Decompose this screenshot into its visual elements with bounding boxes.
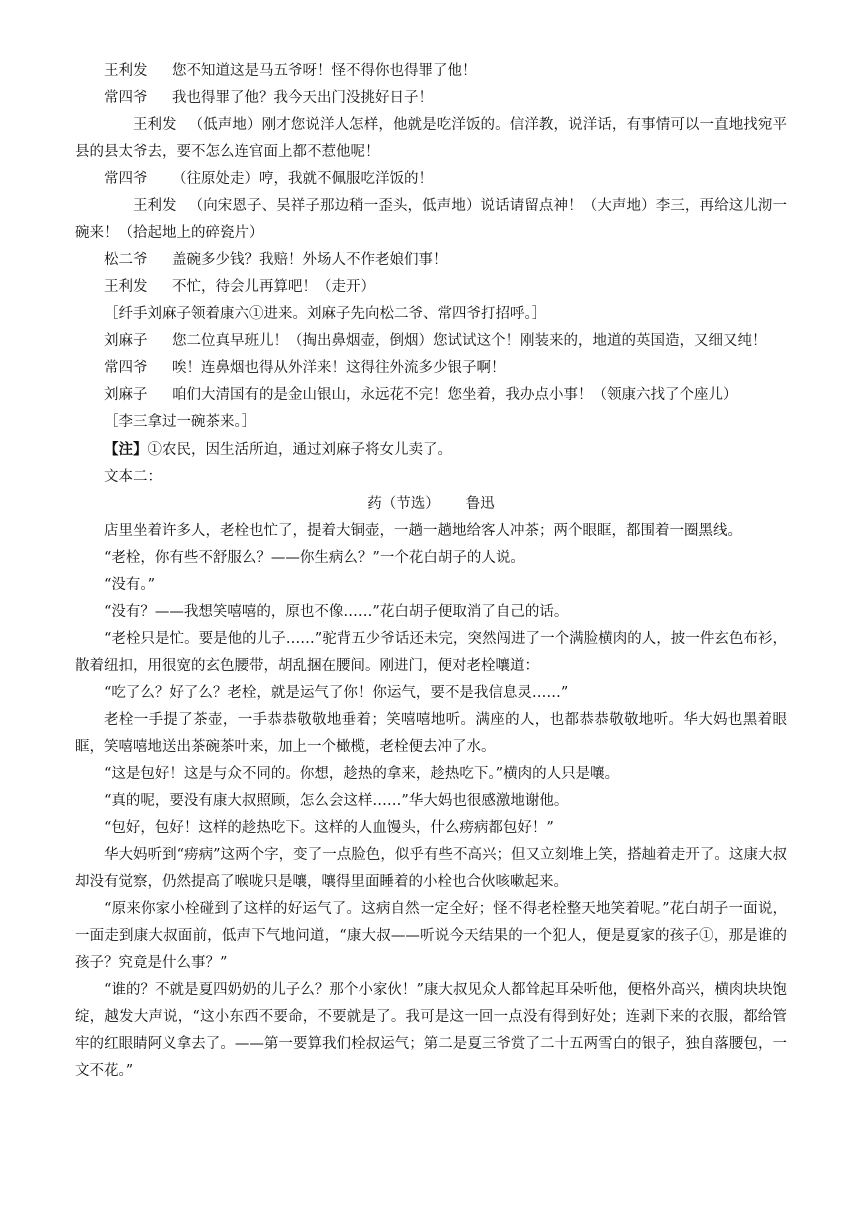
speaker-name: 常四爷 xyxy=(104,171,148,187)
dialogue-text: 盖碗多少钱？我赔！外场人不作老娘们事！ xyxy=(172,252,448,268)
speaker-name: 常四爷 xyxy=(104,90,148,106)
paragraph: “吃了么？好了么？老栓，就是运气了你！你运气，要不是我信息灵……” xyxy=(104,685,569,701)
document-page xyxy=(75,58,787,1085)
dialogue-text: （向宋恩子、吴祥子那边稍一歪头，低声地）说话请留点神！（大声地）李三，再给这儿沏一碗来！（拾起地上的碎瓷片） xyxy=(75,198,787,241)
paragraph: 华大妈听到“痨病”这两个字，变了一点脸色，似乎有些不高兴；但又立刻堆上笑，搭赸着走开了。这康大叔却没有觉察，仍然提高了喉咙只是嚷，嚷得里面睡着的小栓也合伙咳嗽起来。 xyxy=(75,847,787,890)
speaker-name: 王利发 xyxy=(133,198,177,214)
speaker-name: 刘麻子 xyxy=(104,333,148,349)
footnote xyxy=(75,436,787,464)
dialogue-line xyxy=(75,274,787,301)
paragraph: “原来你家小栓碰到了这样的好运气了。这病自然一定全好；怪不得老栓整天地笑着呢。”花白胡子一面说，一面走到康大叔面前，低声下气地问道，“康大叔——听说今天结果的一个犯人，便是夏家的孩子①，那是谁的孩子？究竟是什么事？” xyxy=(75,901,787,971)
dialogue-line xyxy=(75,85,787,112)
paragraph: “这是包好！这是与众不同的。你想，趁热的拿来，趁热吃下。”横肉的人只是嚷。 xyxy=(104,766,620,782)
dialogue-text: 唉！连鼻烟也得从外洋来！这得往外流多少银子啊！ xyxy=(172,360,506,376)
stage-direction: ［李三拿过一碗茶来。］ xyxy=(104,414,257,430)
dialogue-line xyxy=(75,355,787,382)
speaker-name: 王利发 xyxy=(104,63,148,79)
dialogue-line xyxy=(75,382,787,409)
dialogue-text: 您不知道这是马五爷呀！怪不得你也得罪了他！ xyxy=(172,63,477,79)
paragraph: 老栓一手提了茶壶，一手恭恭敬敬地垂着；笑嘻嘻地听。满座的人，也都恭恭敬敬地听。华大妈也黑着眼眶，笑嘻嘻地送出茶碗茶叶来，加上一个橄榄，老栓便去冲了水。 xyxy=(75,712,787,755)
footnote-text: ①农民，因生活所迫，通过刘麻子将女儿卖了。 xyxy=(147,442,452,458)
paragraph: “老栓，你有些不舒服么？——你生病么？”一个花白胡子的人说。 xyxy=(104,550,525,566)
dialogue-text: 不忙，待会儿再算吧！（走开） xyxy=(172,279,375,295)
paragraph: 店里坐着许多人，老栓也忙了，提着大铜壶，一趟一趟地给客人冲茶；两个眼眶，都围着一圈黑线。 xyxy=(104,523,742,539)
dialogue-line xyxy=(75,112,787,166)
dialogue-line xyxy=(75,166,787,193)
excerpt-title xyxy=(75,491,787,518)
dialogue-line xyxy=(75,247,787,274)
speaker-name: 常四爷 xyxy=(104,360,148,376)
section-label: 文本二： xyxy=(104,469,162,485)
speaker-name: 王利发 xyxy=(133,117,177,133)
dialogue-text: 您二位真早班儿！（掏出鼻烟壶，倒烟）您试试这个！刚装来的，地道的英国造，又细又纯！ xyxy=(172,333,767,349)
paragraph: “老栓只是忙。要是他的儿子……”驼背五少爷话还未完，突然闯进了一个满脸横肉的人，披一件玄色布衫，散着纽扣，用很宽的玄色腰带，胡乱捆在腰间。刚进门，便对老栓嚷道： xyxy=(75,631,787,674)
stage-direction: ［纤手刘麻子领着康六①进来。刘麻子先向松二爷、常四爷打招呼。］ xyxy=(104,306,547,322)
speaker-name: 松二爷 xyxy=(104,252,148,268)
footnote-label: 【注】 xyxy=(104,441,148,458)
paragraph: “真的呢，要没有康大叔照顾，怎么会这样……”华大妈也很感激地谢他。 xyxy=(104,793,569,809)
dialogue-text: （往原处走）哼，我就不佩服吃洋饭的！ xyxy=(172,171,433,187)
speaker-name: 刘麻子 xyxy=(104,387,148,403)
paragraph: “包好，包好！这样的趁热吃下。这样的人血馒头，什么痨病都包好！” xyxy=(104,820,554,836)
speaker-name: 王利发 xyxy=(104,279,148,295)
dialogue-line xyxy=(75,58,787,85)
paragraph: “谁的？不就是夏四奶奶的儿子么？那个小家伙！”康大叔见众人都耸起耳朵听他，便格外高兴，横肉块块饱绽，越发大声说，“这小东西不要命，不要就是了。我可是这一回一点没有得到好处；连剥下来的衣服，都给管牢的红眼睛阿义拿去了。——第一要算我们栓叔运气；第二是夏三爷赏了二十五两雪白的银子，独自落腰包，一文不花。” xyxy=(75,982,787,1079)
dialogue-text: （低声地）刚才您说洋人怎样，他就是吃洋饭的。信洋教，说洋话，有事情可以一直地找宛平县的县太爷去，要不怎么连官面上都不惹他呢！ xyxy=(75,117,787,160)
dialogue-text: 我也得罪了他？我今天出门没挑好日子！ xyxy=(172,90,433,106)
title-text: 药（节选） xyxy=(367,496,440,512)
dialogue-text: 咱们大清国有的是金山银山，永远花不完！您坐着，我办点小事！（领康六找了个座儿） xyxy=(172,387,738,403)
dialogue-line xyxy=(75,328,787,355)
dialogue-line xyxy=(75,193,787,247)
paragraph: “没有？——我想笑嘻嘻的，原也不像……”花白胡子便取消了自己的话。 xyxy=(104,604,569,620)
paragraph: “没有。” xyxy=(104,577,156,593)
author-name: 鲁迅 xyxy=(465,496,495,512)
